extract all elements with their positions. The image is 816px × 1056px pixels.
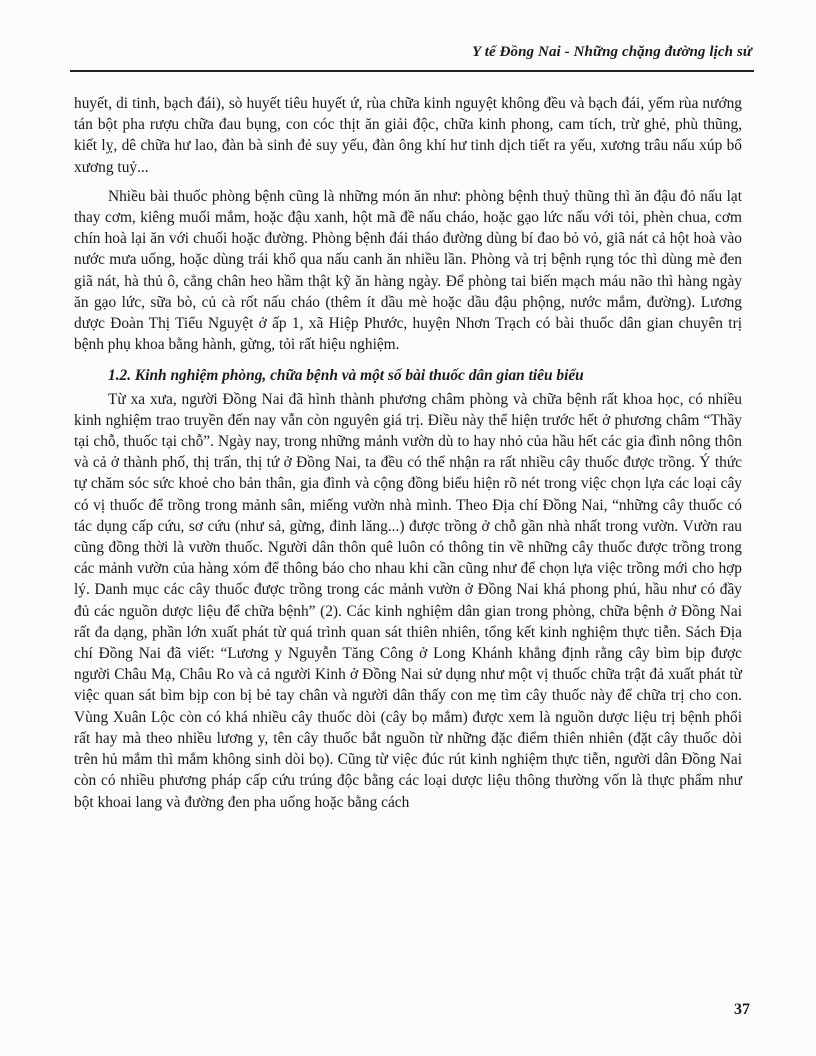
page-number: 37 bbox=[734, 1001, 750, 1018]
page-body bbox=[74, 93, 742, 813]
body-paragraph: Nhiều bài thuốc phòng bệnh cũng là những món ăn như: phòng bệnh thuỷ thũng thì ăn đậu đỏ nấu lạt thay cơm, kiêng muối mắm, hoặc đậu xanh, hột mã đề nấu cháo, hoặc gạo lức nấu với tỏi, phèn chua, cơm chín hoà lại ăn với chuối hoặc đường. Phòng bệnh đái tháo đường dùng bí đao bỏ vỏ, giã nát cả hột hoà vào nước mưa uống, hoặc dùng trái khổ qua nấu canh ăn nhiều lần. Phòng và trị bệnh rụng tóc thì dùng mè đen giã nát, hà thủ ô, cẳng chân heo hầm thật kỹ ăn hàng ngày. Để phòng tai biến mạch máu não thì hàng ngày ăn gạo lức, sữa bò, củ cà rốt nấu cháo (thêm ít dầu mè hoặc dầu đậu phộng, nước mắm, đường). Lương dược Đoàn Thị Tiểu Nguyệt ở ấp 1, xã Hiệp Phước, huyện Nhơn Trạch có bài thuốc dân gian chuyên trị bệnh phụ khoa bằng hành, gừng, tỏi rất hiệu nghiệm. bbox=[74, 187, 742, 354]
section-heading: 1.2. Kinh nghiệm phòng, chữa bệnh và một số bài thuốc dân gian tiêu biểu bbox=[108, 367, 584, 385]
body-paragraph: Từ xa xưa, người Đồng Nai đã hình thành phương châm phòng và chữa bệnh rất khoa học, có nhiều kinh nghiệm trao truyền đến nay vẫn còn nguyên giá trị. Điều này thể hiện trước hết ở phương châm “Thầy tại chỗ, thuốc tại chỗ”. Ngày nay, trong những mảnh vườn dù to hay nhỏ của hầu hết các gia đình nông thôn và cả ở thành phố, thị trấn, thị tứ ở Đồng Nai, ta đều có thể nhận ra rất nhiều cây thuốc được trồng. Ý thức tự chăm sóc sức khoẻ cho bản thân, gia đình và cộng đồng biểu hiện rõ nét trong việc chọn lựa các loại cây có vị thuốc để trồng trong mảnh sân, miếng vườn nhà mình. Theo Địa chí Đồng Nai, “những cây thuốc có tác dụng cấp cứu, sơ cứu (như sả, gừng, đinh lăng...) được trồng ở chỗ gần nhà nhất trong vườn. Vườn rau cũng đồng thời là vườn thuốc. Người dân thôn quê luôn có thông tin về những cây thuốc được trồng trong các mảnh vườn của hàng xóm để thông báo cho nhau khi cần cũng như để chọn lựa việc trồng mới cho hợp lý. Danh mục các cây thuốc được trồng trong các mảnh vườn ở Đồng Nai khá phong phú, hầu như có đầy đủ các nguồn dược liệu để chữa bệnh” (2). Các kinh nghiệm dân gian trong phòng, chữa bệnh ở Đồng Nai rất đa dạng, phần lớn xuất phát từ quá trình quan sát thiên nhiên, tổng kết kinh nghiệm thực tiễn. Sách Địa chí Đồng Nai đã viết: “Lương y Nguyễn Tăng Công ở Long Khánh khẳng định rằng cây bìm bịp được người Châu Mạ, Châu Ro và cả người Kinh ở Đồng Nai sử dụng như một vị thuốc chữa trật đả xuất phát từ việc quan sát bìm bịp con bị bẻ tay chân và người dân thấy con mẹ tìm cây thuốc này để chữa trị cho con. Vùng Xuân Lộc còn có khá nhiều cây thuốc dòi (cây bọ mắm) được xem là nguồn dược liệu trị bệnh phổi rất hay mà theo nhiều lương y, tên cây thuốc bắt nguồn từ những đặc điểm thiên nhiên (đặt cây thuốc dòi trên hủ mắm thì mắm không sinh dòi bọ). Cũng từ việc đúc rút kinh nghiệm thực tiễn, người dân Đồng Nai còn có nhiều phương pháp cấp cứu trúng độc bằng các loại dược liệu thông thường vốn là thực phẩm như bột khoai lang và đường đen pha uống hoặc bằng cách bbox=[74, 390, 742, 811]
body-paragraph: huyết, di tinh, bạch đái), sò huyết tiêu huyết ứ, rùa chữa kinh nguyệt không đều và bạch đái, yếm rùa nướng tán bột pha rượu chữa đau bụng, con cóc thịt ăn giải độc, chữa kinh phong, cam tích, trừ ghẻ, phù thũng, kiết lỵ, dê chữa hư lao, đàn bà sinh đẻ suy yếu, đàn ông khí hư tinh dịch tiết ra yếu, xương trâu nấu xúp bổ xương tuỷ... bbox=[74, 95, 742, 176]
running-header-title: Y tế Đồng Nai - Những chặng đường lịch sử bbox=[472, 44, 752, 60]
header-rule bbox=[70, 70, 754, 72]
